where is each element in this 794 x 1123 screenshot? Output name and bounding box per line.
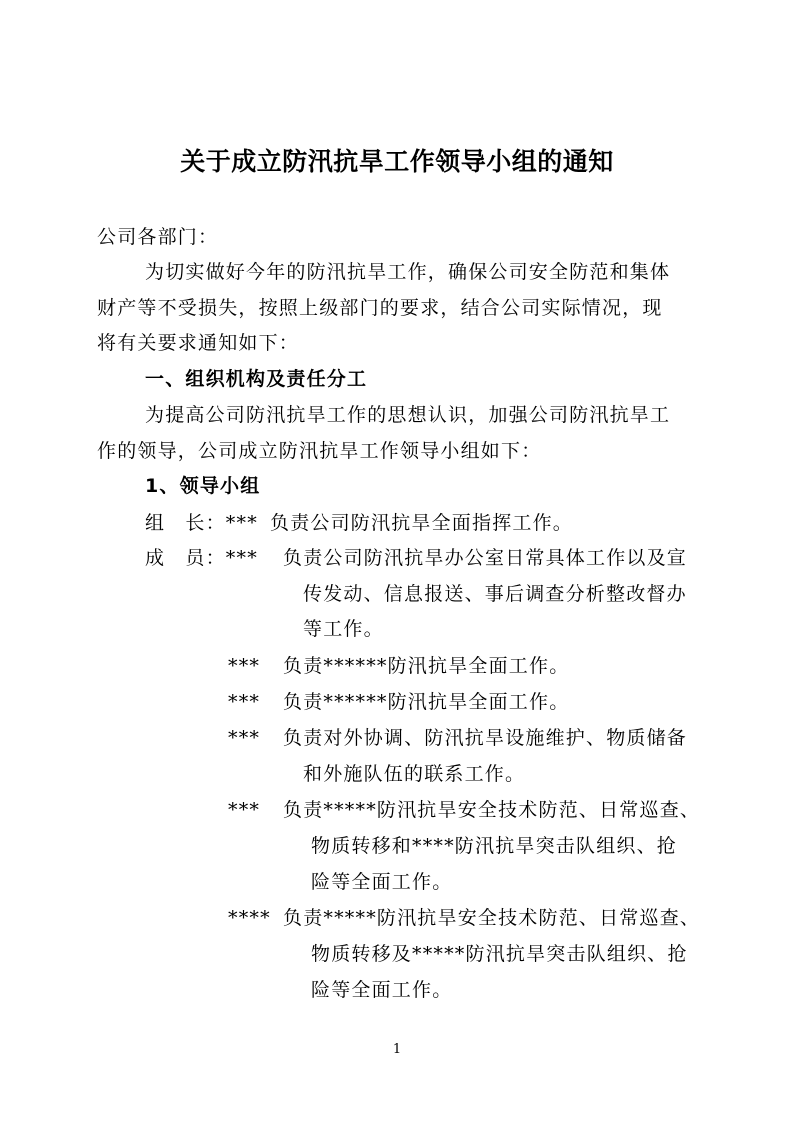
leader-role: 组 长：*** xyxy=(145,512,258,534)
member-name: *** xyxy=(228,799,261,821)
member-duty-line: 负责*****防汛抗旱安全技术防范、日常巡查、 xyxy=(283,907,701,929)
member-duty-line: 负责对外协调、防汛抗旱设施维护、物质储备 xyxy=(283,727,688,749)
leader-duty: 负责公司防汛抗旱全面指挥工作。 xyxy=(270,512,574,534)
member-duty-line: 和外施队伍的联系工作。 xyxy=(303,763,526,785)
member-duty-line: 负责******防汛抗旱全面工作。 xyxy=(283,691,570,713)
member-duty-line: 负责*****防汛抗旱安全技术防范、日常巡查、 xyxy=(283,799,701,821)
member-duty-line: 负责公司防汛抗旱办公室日常具体工作以及宣 xyxy=(283,547,688,569)
member-name: *** xyxy=(228,727,261,749)
intro-line-1: 为切实做好今年的防汛抗旱工作，确保公司安全防范和集体 xyxy=(145,261,671,283)
members-role: 成 员：*** xyxy=(145,547,258,569)
page-number: 1 xyxy=(392,1042,402,1057)
member-duty-line: 物质转移及*****防汛抗旱突击队组织、抢 xyxy=(311,943,688,965)
member-duty-line: 险等全面工作。 xyxy=(311,979,453,1001)
member-duty-line: 物质转移和****防汛抗旱突击队组织、抢 xyxy=(311,835,678,857)
intro-line-2: 财产等不受损失，按照上级部门的要求，结合公司实际情况，现 xyxy=(97,297,663,319)
salutation: 公司各部门： xyxy=(97,226,219,248)
subsection-heading: 1、领导小组 xyxy=(145,475,261,497)
member-name: *** xyxy=(228,691,261,713)
intro-line-3: 将有关要求通知如下： xyxy=(97,332,300,354)
member-name: **** xyxy=(228,907,271,929)
member-duty-line: 险等全面工作。 xyxy=(311,871,453,893)
member-name: *** xyxy=(228,655,261,677)
member-duty-line: 传发动、信息报送、事后调查分析整改督办 xyxy=(303,583,687,605)
section-body-line-1: 为提高公司防汛抗旱工作的思想认识，加强公司防汛抗旱工 xyxy=(145,404,671,426)
section-body-line-2: 作的领导，公司成立防汛抗旱工作领导小组如下： xyxy=(97,440,542,462)
document-title: 关于成立防汛抗旱工作领导小组的通知 xyxy=(180,147,614,176)
section-heading: 一、组织机构及责任分工 xyxy=(145,368,368,390)
member-duty-line: 负责******防汛抗旱全面工作。 xyxy=(283,655,570,677)
member-duty-line: 等工作。 xyxy=(303,618,384,640)
